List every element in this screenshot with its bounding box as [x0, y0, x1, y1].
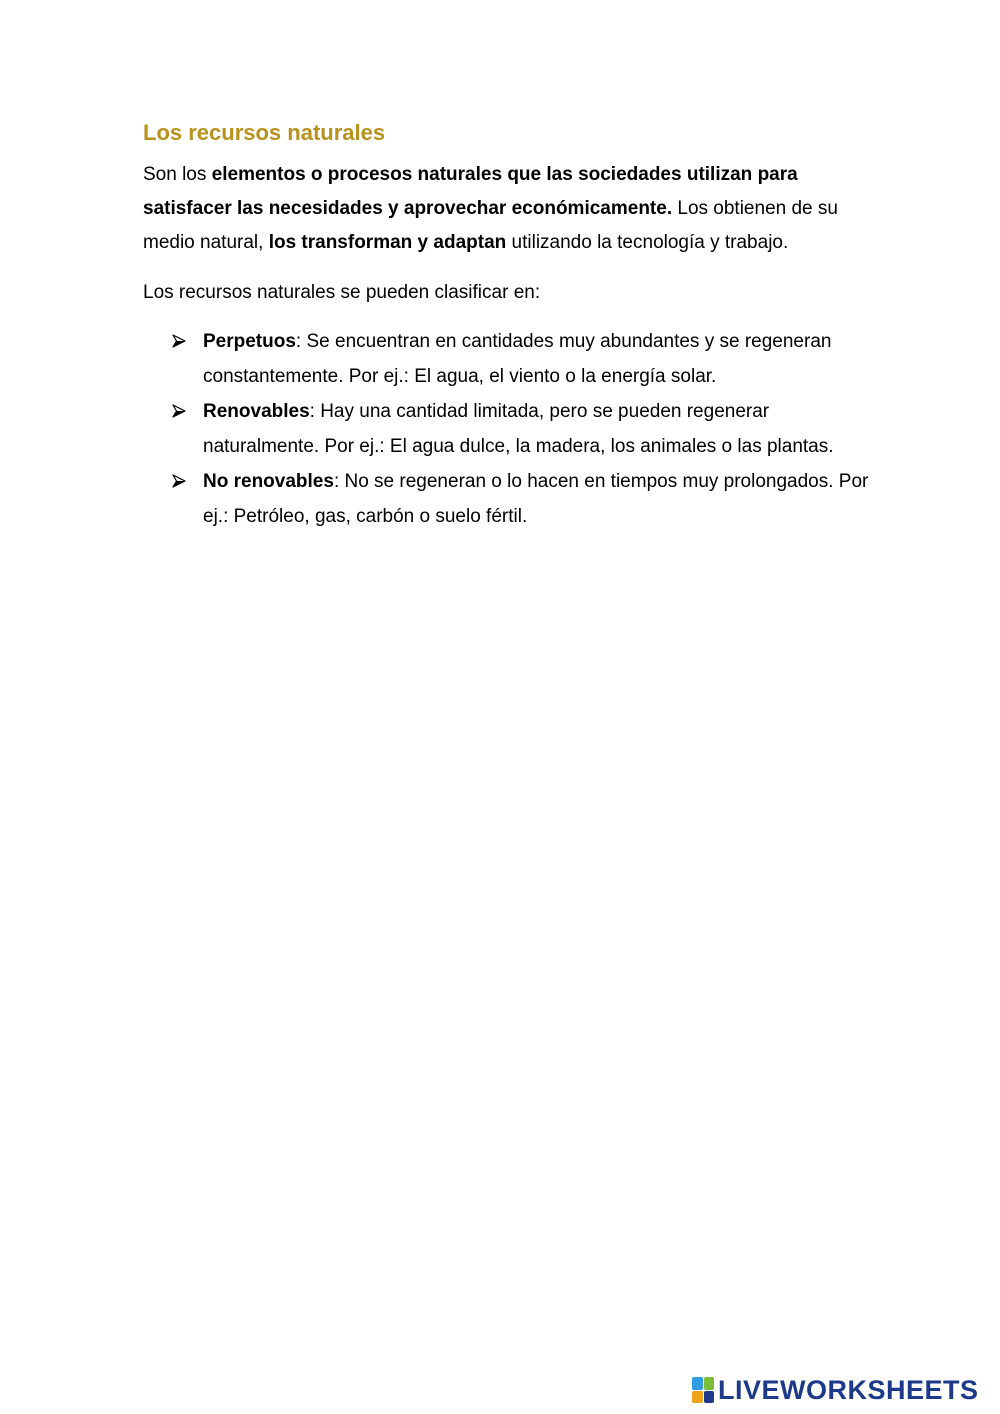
page-title: Los recursos naturales [143, 120, 386, 145]
intro-bold-1: elementos o procesos naturales que las sociedades utilizan para satisfacer las necesidades y aprovechar económicamente. [143, 164, 798, 219]
logo-cell [704, 1391, 715, 1404]
brand-wordmark: LIVEWORKSHEETS [718, 1374, 979, 1405]
liveworksheets-logo-icon [692, 1377, 714, 1403]
item-term: Perpetuos [203, 331, 296, 352]
item-description: : Hay una cantidad limitada, pero se pueden regenerar naturalmente. Por ej.: El agua dulce, la madera, los animales o las plantas. [203, 401, 834, 457]
arrowhead-bullet-icon [172, 464, 194, 499]
list-item [172, 394, 872, 464]
logo-cell [692, 1377, 703, 1390]
item-term: No renovables [203, 471, 334, 492]
intro-text-1: Son los [143, 164, 212, 185]
item-description: : Se encuentran en cantidades muy abundantes y se regeneran constantemente. Por ej.: El agua, el viento o la energía solar. [203, 331, 832, 387]
classify-paragraph: Los recursos naturales se pueden clasificar en: [143, 282, 541, 303]
list-item [172, 464, 872, 534]
item-description: : No se regeneran o lo hacen en tiempos muy prolongados. Por ej.: Petróleo, gas, carbón o suelo fértil. [203, 471, 869, 527]
intro-text-3: utilizando la tecnología y trabajo. [506, 232, 789, 253]
item-term: Renovables [203, 401, 310, 422]
intro-paragraph [143, 158, 873, 260]
arrowhead-bullet-icon [172, 324, 194, 359]
intro-text-2: Los obtienen de su medio natural, [143, 198, 838, 253]
intro-bold-2: los transforman y adaptan [268, 232, 507, 253]
arrowhead-bullet-icon [172, 394, 194, 429]
logo-cell [692, 1391, 703, 1404]
resource-list [172, 324, 872, 534]
liveworksheets-brand[interactable] [692, 1375, 979, 1405]
logo-cell [704, 1377, 715, 1390]
list-item [172, 324, 872, 394]
